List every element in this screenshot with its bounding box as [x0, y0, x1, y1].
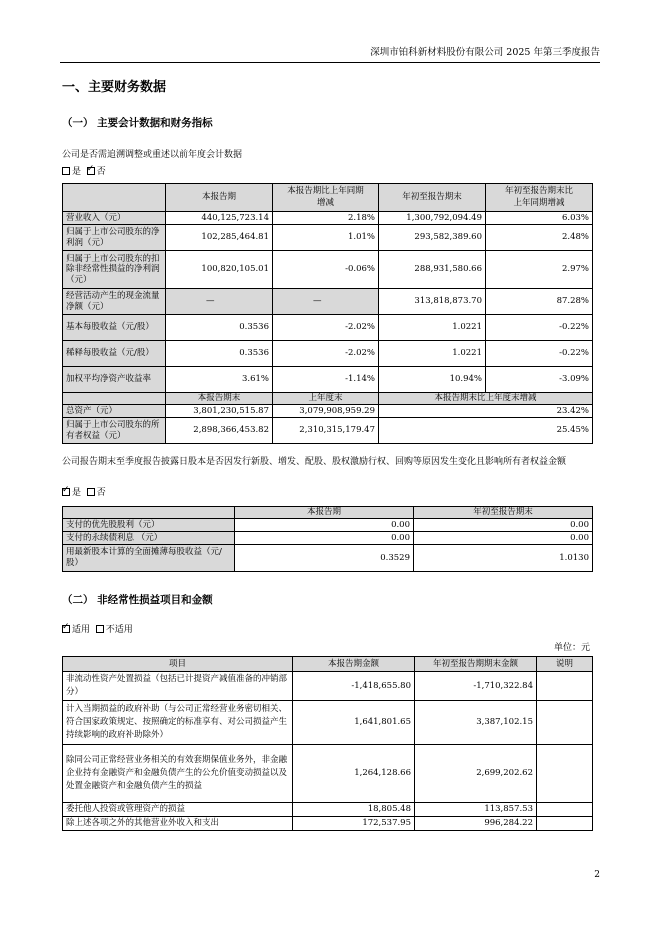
option-yes-label: 是: [72, 167, 82, 177]
table-cell: -0.06%: [273, 251, 379, 289]
table2-header: 年初至报告期末: [414, 507, 593, 519]
table-row-label: 归属于上市公司股东的扣除非经常性损益的净利润（元）: [63, 251, 166, 289]
table3-header: 年初至报告期期末金额: [415, 657, 537, 672]
table-cell: 0.3536: [166, 315, 273, 341]
table-cell: 3,801,230,515.87: [166, 405, 273, 418]
table-cell: 113,857.53: [415, 803, 537, 817]
diluted-eps-table: [62, 506, 593, 572]
table-cell: -1,418,655.80: [293, 672, 415, 701]
table-row-label: 非流动性资产处置损益（包括已计提资产减值准备的冲销部分）: [63, 672, 293, 701]
option-no-label: 否: [96, 167, 106, 177]
table-row-label: 经营活动产生的现金流量净额（元）: [63, 289, 166, 315]
page-number: 2: [594, 870, 600, 880]
table-cell: 1.0221: [379, 341, 486, 367]
financial-data-table: [62, 183, 593, 444]
table-cell: -0.22%: [486, 315, 593, 341]
table-row-label: 基本每股收益（元/股）: [63, 315, 166, 341]
table-cell: -1.14%: [273, 367, 379, 393]
table-row-label: 计入当期损益的政府补助（与公司正常经营业务密切相关、符合国家政策规定、按照确定的标准享有、对公司损益产生持续影响的政府补助除外）: [63, 701, 293, 745]
table-cell: 18,805.48: [293, 803, 415, 817]
table-cell: 440,125,723.14: [166, 212, 273, 225]
table-cell: 0.00: [414, 519, 593, 532]
table-cell: —: [166, 289, 273, 315]
section-title: 一、主要财务数据: [62, 80, 167, 95]
table-row-label: 支付的优先股股利（元）: [63, 519, 235, 532]
table-cell: 3,387,102.15: [415, 701, 537, 745]
option-na-label: 不适用: [105, 625, 133, 635]
table-cell: 0.00: [235, 519, 414, 532]
table-cell: —: [273, 289, 379, 315]
table2-header-blank: [63, 507, 235, 519]
table-cell: 0.3536: [166, 341, 273, 367]
checkbox-no-2[interactable]: [87, 488, 95, 496]
table-cell: 2,699,202.62: [415, 745, 537, 803]
checkbox-yes[interactable]: [62, 167, 70, 175]
table-cell: 293,582,389.60: [379, 225, 486, 251]
table-row-label: 委托他人投资或管理资产的损益: [63, 803, 293, 817]
table-cell: -0.22%: [486, 341, 593, 367]
table-row-label: 稀释每股收益（元/股）: [63, 341, 166, 367]
table-cell: 10.94%: [379, 367, 486, 393]
table-cell: -1,710,322.84: [415, 672, 537, 701]
table-cell: 2.18%: [273, 212, 379, 225]
table-cell: 1.0130: [414, 545, 593, 572]
table-cell: -3.09%: [486, 367, 593, 393]
table-cell: 1,264,128.66: [293, 745, 415, 803]
checkbox-yes-2[interactable]: [62, 488, 70, 496]
table1-header-blank: [63, 184, 166, 212]
table-cell: 1.0221: [379, 315, 486, 341]
table-cell: [537, 701, 593, 745]
table-cell: [537, 672, 593, 701]
table-cell: -2.02%: [273, 341, 379, 367]
table-cell: 1,300,792,094.49: [379, 212, 486, 225]
table1-subheader: 本报告期末比上年度末增减: [379, 393, 593, 405]
table1-header: 本报告期比上年同期 增减: [273, 184, 379, 212]
table-cell: 0.00: [235, 532, 414, 545]
table-cell: 2,310,315,179.47: [273, 418, 379, 444]
unit-label: 单位：元: [553, 643, 590, 653]
table3-header: 说明: [537, 657, 593, 672]
table1-subheader: 上年度末: [273, 393, 379, 405]
table-row-label: 除同公司正常经营业务相关的有效套期保值业务外，非金融企业持有金融资产和金融负债产生的公允价值变动损益以及处置金融资产和金融负债产生的损益: [63, 745, 293, 803]
non-recurring-table: [62, 656, 593, 831]
table-cell: 1,641,801.65: [293, 701, 415, 745]
table3-header: 本报告期金额: [293, 657, 415, 672]
table-row-label: 归属于上市公司股东的所有者权益（元）: [63, 418, 166, 444]
subsection-title-2: （二） 非经常性损益项目和金额: [62, 594, 213, 606]
option-no-label-2: 否: [96, 488, 106, 498]
table-cell: 2.97%: [486, 251, 593, 289]
table-row-label: 营业收入（元）: [63, 212, 166, 225]
table-cell: 3.61%: [166, 367, 273, 393]
table1-subheader: 本报告期末: [166, 393, 273, 405]
table-row-label: 归属于上市公司股东的净利润（元）: [63, 225, 166, 251]
table-cell: 25.45%: [379, 418, 593, 444]
subsection-title-1: （一） 主要会计数据和财务指标: [62, 117, 213, 129]
share-change-question: 公司报告期末至季度报告披露日股本是否因发行新股、增发、配股、股权激励行权、回购等原因发生变化且影响所有者权益金额: [62, 457, 567, 467]
table-cell: 288,931,580.66: [379, 251, 486, 289]
table-cell: 23.42%: [379, 405, 593, 418]
table-cell: 3,079,908,959.29: [273, 405, 379, 418]
table-cell: 2,898,366,453.82: [166, 418, 273, 444]
table1-header: 年初至报告期末: [379, 184, 486, 212]
table-cell: 0.3529: [235, 545, 414, 572]
table2-header: 本报告期: [235, 507, 414, 519]
table-row-label: 加权平均净资产收益率: [63, 367, 166, 393]
table-cell: 1.01%: [273, 225, 379, 251]
table-row-label: 用最新股本计算的全面摊薄每股收益（元/股）: [63, 545, 235, 572]
table-cell: 100,820,105.01: [166, 251, 273, 289]
table1-header: 年初至报告期末比 上年同期增减: [486, 184, 593, 212]
restate-question: 公司是否需追溯调整或重述以前年度会计数据: [62, 150, 243, 160]
table-cell: 172,537.95: [293, 817, 415, 831]
table-cell: [537, 817, 593, 831]
table-cell: 313,818,873.70: [379, 289, 486, 315]
table1-header: 本报告期: [166, 184, 273, 212]
table-cell: 87.28%: [486, 289, 593, 315]
table-cell: 6.03%: [486, 212, 593, 225]
table-cell: 996,284.22: [415, 817, 537, 831]
table-row-label: 除上述各项之外的其他营业外收入和支出: [63, 817, 293, 831]
table1-subheader-blank: [63, 393, 166, 405]
table-cell: [537, 803, 593, 817]
page-header: 深圳市铂科新材料股份有限公司 2025 年第三季度报告: [370, 47, 600, 58]
table-cell: 2.48%: [486, 225, 593, 251]
table-cell: -2.02%: [273, 315, 379, 341]
table-cell: [537, 745, 593, 803]
checkbox-applicable[interactable]: [62, 625, 70, 633]
header-divider: [60, 62, 600, 63]
table-row-label: 总资产（元）: [63, 405, 166, 418]
restate-options: [62, 167, 106, 178]
table-cell: 102,285,464.81: [166, 225, 273, 251]
checkbox-no[interactable]: [87, 167, 95, 175]
table-row-label: 支付的永续债利息 （元）: [63, 532, 235, 545]
option-yes-label-2: 是: [72, 488, 82, 498]
share-change-options: [62, 488, 106, 499]
applicable-options: [62, 625, 133, 636]
table3-header: 项目: [63, 657, 293, 672]
table-cell: 0.00: [414, 532, 593, 545]
checkbox-not-applicable[interactable]: [96, 625, 104, 633]
option-applicable-label: 适用: [72, 625, 91, 635]
